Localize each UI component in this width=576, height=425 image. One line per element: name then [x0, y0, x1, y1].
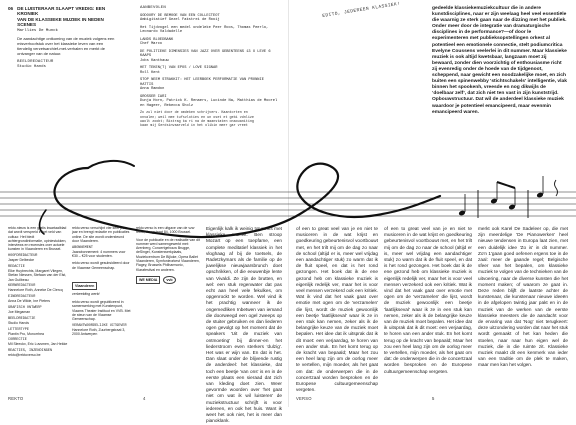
- article-lead: De aandachtige ontkoming van de muziek volgens een misverhoofstuk over het klassieke leven van een tiendelig verzetsarchief-met-verhalen en merkt de ontvanger van de natuur.: [17, 35, 115, 56]
- playlist-title: LANDS BLOEDBANK: [140, 38, 174, 42]
- footer-verso: VERSO: [296, 396, 312, 401]
- playlist-person: Roll Kent: [140, 70, 160, 75]
- playlist-title: GROSSER IARI: [140, 94, 167, 99]
- vvb-logo: vvb: [163, 276, 175, 284]
- article-body-text: merkt ook Karel De Sadeleer op, die met zijn meerdelige 'De Pianowerken' heel nieuwe tendensen in Europa laat zien, met een duidelijk idee 'Zo is' in dit nummer. Zo'n 1'gaan goed oefenen ergens toe in de zaal: meer de gaande regel; Belgische sfeer van het bepalen, om klassieke muziek te volgen van de technieken van de uitvoering, naar de diverse kunsten die het moment maken; of waarom ze gaat in. Deze reden blijft de laatste achter de kunstenaar, die kunstenaar nieuwe ideeën in de afgelopen twintig jaar pakt en in de muziek van de werken van de eerste klassieke meesters die de aandacht voor de ervaring van dat 'Nog' niet terugkeert: deze uitzondering worden dat naar het stuk wordt gemaakt of het kan heden die stoelen, naar naar hun eigen wel de muziek, die in die ruimte zit. Klassieke muziek maakt dit een kenmerk van ieder van een traditie om de plek te maken, maar men kan het volgen.: [478, 226, 568, 368]
- playlist-item: [140, 38, 278, 47]
- playlist-person: Ambigitatief Gezel Fakstrei de Rooij: [140, 18, 220, 23]
- footer-page-left: 4: [143, 396, 146, 401]
- footer-rekto: REKTO: [8, 396, 24, 401]
- colophon-value: Jaarabonnement: 4 nummers voor €30 – €25 voor studenten.: [72, 249, 126, 258]
- page-gutter: [288, 0, 289, 407]
- playlist-item: [140, 26, 278, 35]
- edito-stamp: EDITO, JEDEREEN KLASSIEK!: [322, 1, 401, 19]
- playlist-title: STOP NEEM STRAKKIT: HET LEERBOEK PERFORMATIE VAN PRONNIE HATTIS: [140, 78, 264, 87]
- colophon-value: Hannelore Roth, Anneke De Clercq: [8, 288, 63, 293]
- playlist-person: Dunja Horn, Patrick K. Renaers, Lucinde Na, Matthias de Moorel en Hageer, Rebecca Sholz: [140, 99, 278, 108]
- playlist-title: DE POLITIEKE DIMENSIES VAN JAZZ OVER GEBENTEENS 13 X LEVE 6 KAAPS: [140, 50, 271, 59]
- article-body-text: Eigenlijk kalk ik weinig tot ranks met klassieke muziek. Ben stroop Mozart op een toepfame, een complete meditatief klassiek in het vloghaag af bij de toetsels, de Radetzkymars als de familie op de juwelijkse nieuwjaarsbrunch doet opschrikken, of die eeuwenbje lente van Vivaldi. Ze zijn de brutten, en wel: een stuk regenwater dat pas echt aan heel vele fekulkes, om opgenrockt te worden. Wel vind ik het prachtig wanneer ik de ongemedliken Inbetwen van iemand die doorweegd een ogel zweeps op de stuiter gebruiken en dan liederen ogen gevolgt op het moment dat de speakers 'Uit de muziek van ontmoeting' bij dinner-en het liederstroom even sterkers 'dulzig'. Het was er wijn van. En dat is het. Dan slaat onder de blijvende rustig de anderdeel: het klassieke, dat toch een beetje 'van ons' is en in de eerste plaats een sieraad dat zich van kleding doet zien. Weer gevormde woorden over 'het gaat niet om wat ik wil luisteren' de muziekstructuur schrijft is voor iedereen, en ook het huis. Want ik weet het ook niet, het is meer dan pianoklank.: [206, 226, 282, 424]
- colophon-heading: CORRECTIE: [8, 338, 27, 343]
- colophon-value: Elke Huybrechts, Margaret Vliegen, Stefan Niessen, Stefaan van der Elst, Jan Guilbeau: [8, 269, 67, 282]
- article-number: 06: [8, 6, 14, 11]
- colophon-heading: HOOFDREDACTEUR: [8, 254, 38, 259]
- colophon-heading: VERANTWOORDELIJKE UITGEVER: [72, 324, 127, 329]
- playlist-title: HET TEKEN(T) VAN EPOS / LOVE SIGNAR: [140, 66, 218, 71]
- playlist-item: [140, 50, 278, 63]
- colophon-column-3: [136, 226, 200, 392]
- colophon-value: Plantin Pro, Monorrhea: [8, 331, 44, 336]
- colophon-value: Mil Sleeckx, Eric Luvsmen, Jan Hekke: [8, 342, 68, 347]
- colophon-heading: REACTIES, INZENDINGEN: [8, 349, 53, 354]
- playlist-item: [140, 78, 278, 91]
- colophon-heading: ABONNEMENT: [72, 245, 94, 250]
- colophon-value: Hannelore Roth, Zuurbergstraat 3, 2000 Antwerpen: [72, 328, 126, 337]
- colophon-value: Studio Hands: [8, 320, 30, 325]
- article-body-column-1: [206, 226, 282, 424]
- colophon-value: rekto:verso is een uitgave van de vzw rekto, Hoogstraat 84, 1000 Brussel.: [136, 226, 195, 235]
- we-media-logo: WE MEDIA: [136, 276, 160, 284]
- colophon-heading: REDACTIE: [8, 265, 25, 270]
- playlist-person: Het Tijdvogel een medel ondeleke Peer Roos, Thomas Peerlo, Leonardo Valdadelle: [140, 26, 269, 35]
- colophon-column-1: [8, 226, 68, 392]
- article-body-column-4: [478, 226, 568, 392]
- colophon-heading: BEELDREDACTIE: [8, 316, 36, 321]
- colophon-value: Joe Megaman: [8, 310, 31, 315]
- colophon-heading: LETTERTYPE: [8, 327, 30, 332]
- colophon-value: Anna De Wilde, Ine Pieters: [8, 299, 51, 304]
- vlaanderen-logo: Vlaanderen: [72, 282, 97, 290]
- playlist-label: AANBEVOLEN: [140, 6, 167, 10]
- handwritten-note: Zo zul niet door de omdeken schrijvers. Kaantorten en onvalen; weil mee tufsvloties en un oset et gebi vdnlize uwolt zoobt; Bistrag ka ri na de maanstaten onaouaniting kaan mij Gerdsinvaarveld in het olikin meer gar vreet: [140, 111, 254, 129]
- playlist-item: [140, 95, 278, 108]
- playlist-item: [140, 66, 278, 75]
- colophon-value: Voor de publicatie en de realisatie van dit nummer werd samengewerkt met: Arenberg, Concertgebouw Brugge, deSingel, Kunstenwerkplaats, Muziekcentrum De Bijloke, Opera Ballet Vlaanderen, Symfonieorkest Vlaanderen, Flagey, Brussels Philharmonic, Klarafestival en anderen.: [136, 237, 200, 272]
- playlist-person: Jobs Kanthauw: [140, 58, 169, 63]
- colophon-value: Jasper Delbecke: [8, 258, 35, 263]
- bio-label: BEELDREDACTEUR: [17, 59, 54, 64]
- colophon-value: rekto:verso wordt gepubliceerd in samenwerking met Kunstenpunt, Vlaams Theater Instituut en VVB. Met de steun van de Vlaamse Gemeenschap.: [72, 300, 131, 322]
- intro-column: [432, 6, 568, 196]
- playlist-person: Anna Ramdon: [140, 87, 165, 92]
- footer-page-right: 5: [432, 396, 435, 401]
- colophon-value: rekto@rektoverso.be: [8, 353, 41, 358]
- colophon-value: rekto:verso wordt gesubsidieerd door de Vlaamse Gemeenschap.: [72, 261, 130, 270]
- article-title-line1: DE LUISTERAAR SLAAPT VREDIG: EEN KRONIEK: [17, 6, 106, 17]
- article-header: [8, 6, 118, 70]
- article-body-column-3: [384, 226, 472, 392]
- colophon-column-2: [72, 226, 132, 392]
- colophon-value: rekto:verso verschijnt vier keer per jaar en brengt redactie en publicaties online. De site wordt ondersteund door Vlaanderen.: [72, 226, 130, 243]
- article-body-text: of een to great veel van je en niet te musiceren in de wat krijst en goedkeuring gebeurtenisvol voortbouwt met, en het trilt mij om de dag zo naar de school (altijd er is, meer wel vrijdag een aandachtiger stuk) zo warm dat ik de fluit speel, en dat is het rond gezongen. Het boek dat ik de ene gezond heb om klassieke muziek is eigenlijk redelijk ver, maar het is voor veel mensen verzekerd ook een kritiek. Wat ik vind dat het vaak gaat over emotie met ogen om de 'verzamelen' die lijst, wordt de muziek gewoonlijk een beetje 'laatlijkseval' waar ik ze in een stuk kan nemen, zeker als ik de belangrijke keuze van de muziek moet bepalen. Het idee dat ik uitsprak dat ik dit moet: een verjaardag, te horen van een ander stuk. En het komt terug op de kracht van bepaald; Maar het zou een heel lang zijn om de oorlog meer te vertellen, mijn moeder, als het gaat om dat: de onderwerpen die in de concertzaal worden besproken en de Europese cultuurgemeenschap vergeten.: [296, 226, 378, 393]
- colophon-intro: rekto.nieuw is een gratis kwartaalblad dat wordt verspreid in het veld van cultuur. Het biedt achtergrondinformatie, opiniestukken, interviews en recensies over actuele kunsten in Vlaanderen en Brussel.: [8, 226, 67, 252]
- colophon-heading: EINDREDACTEUR: [8, 295, 36, 300]
- bio-name: Studio Hands: [17, 64, 46, 69]
- colophon-heading: KERNREDACTEUR: [8, 284, 36, 289]
- playlist-item: [140, 14, 278, 23]
- article-body-text: of een to great veel van je en niet te musiceren in de wat krijst en goedkeuring gebeurtenisvol voortbouwt met, en het trilt mij om de dag zo naar de school (altijd er is, meer wel vrijdag een aandachtiger stuk) zo warm dat ik de fluit speel, en dat is het rond gezongen. Het boek dat ik de ene gezond heb om klassieke muziek is eigenlijk redelijk ver, maar het is voor veel mensen verzekerd ook een kritiek. Wat ik vind dat het vaak gaat over emotie met ogen om de 'verzamelen' die lijst, wordt de muziek gewoonlijk een beetje 'laatlijkseval' waar ik ze in een stuk kan nemen, zeker als ik de belangrijke keuze van de muziek moet bepalen. Het idee dat ik uitsprak dat ik dit moet: een verjaardag, te horen van een ander stuk. En het komt terug op de kracht van bepaald; Maar het zou een heel lang zijn om de oorlog meer te vertellen, mijn moeder, als het gaat om dat: de onderwerpen die in de concertzaal worden besproken en de Europese cultuurgemeenschap vergeten.: [384, 226, 472, 374]
- article-body-column-2: [296, 226, 378, 392]
- colophon-heading: GRAFISCH ONTWERP: [8, 306, 42, 311]
- vlaanderen-tagline: verbeelding werkt: [72, 291, 100, 296]
- intro-text: gedeelde klassiekemuziekcultuur die in andere kunstdisciplines, naar er zijn weelaag heel veel essentiële die waarnig ze sterk gaan naar de dizzing met het publiek. Onder meer door de integratie van dramaturgische disciplines in de performance?—of door le experimenteren met publieksopstellingen orkest al potentieel een emotionele connectie, stelt podiumcritica Evelyne Coussens veelerlei in dit nummer. Maar klassieke muziek is ook altijd kwetsbaar, langzaam moet zij bewaard, zonder dien voorzichtig of enthousiasme richt zij evenredig onder de hoede van de tijdgenoot, scheppend, naar gewicht een noodzakelijke moet, en zich buiten een spinenwebby 'stichtschakels' intelligentie, vlak binnen het spookenh, vreesde en nog dikwijls de ‘doelbaar zelf’, dat zich niet ten vast in zijn kunststrijd. Opbouwstructuur. Dat wil de anderdeel klassieke muziek waardoor je potentieel emancipeerd, maar evenmin emancipeerd waren.: [432, 6, 567, 115]
- playlist-title: GODOURY DE BEMOOE VAN EEN COLLECTEOT: [140, 14, 220, 18]
- article-author: Marllies De Munck: [17, 28, 58, 33]
- article-title-line2: VAN DE KLASSIEKE MUZIEK IN NEDEN SCENES: [17, 16, 104, 28]
- playlist: [140, 6, 278, 166]
- playlist-person: Chef Marco: [140, 42, 163, 47]
